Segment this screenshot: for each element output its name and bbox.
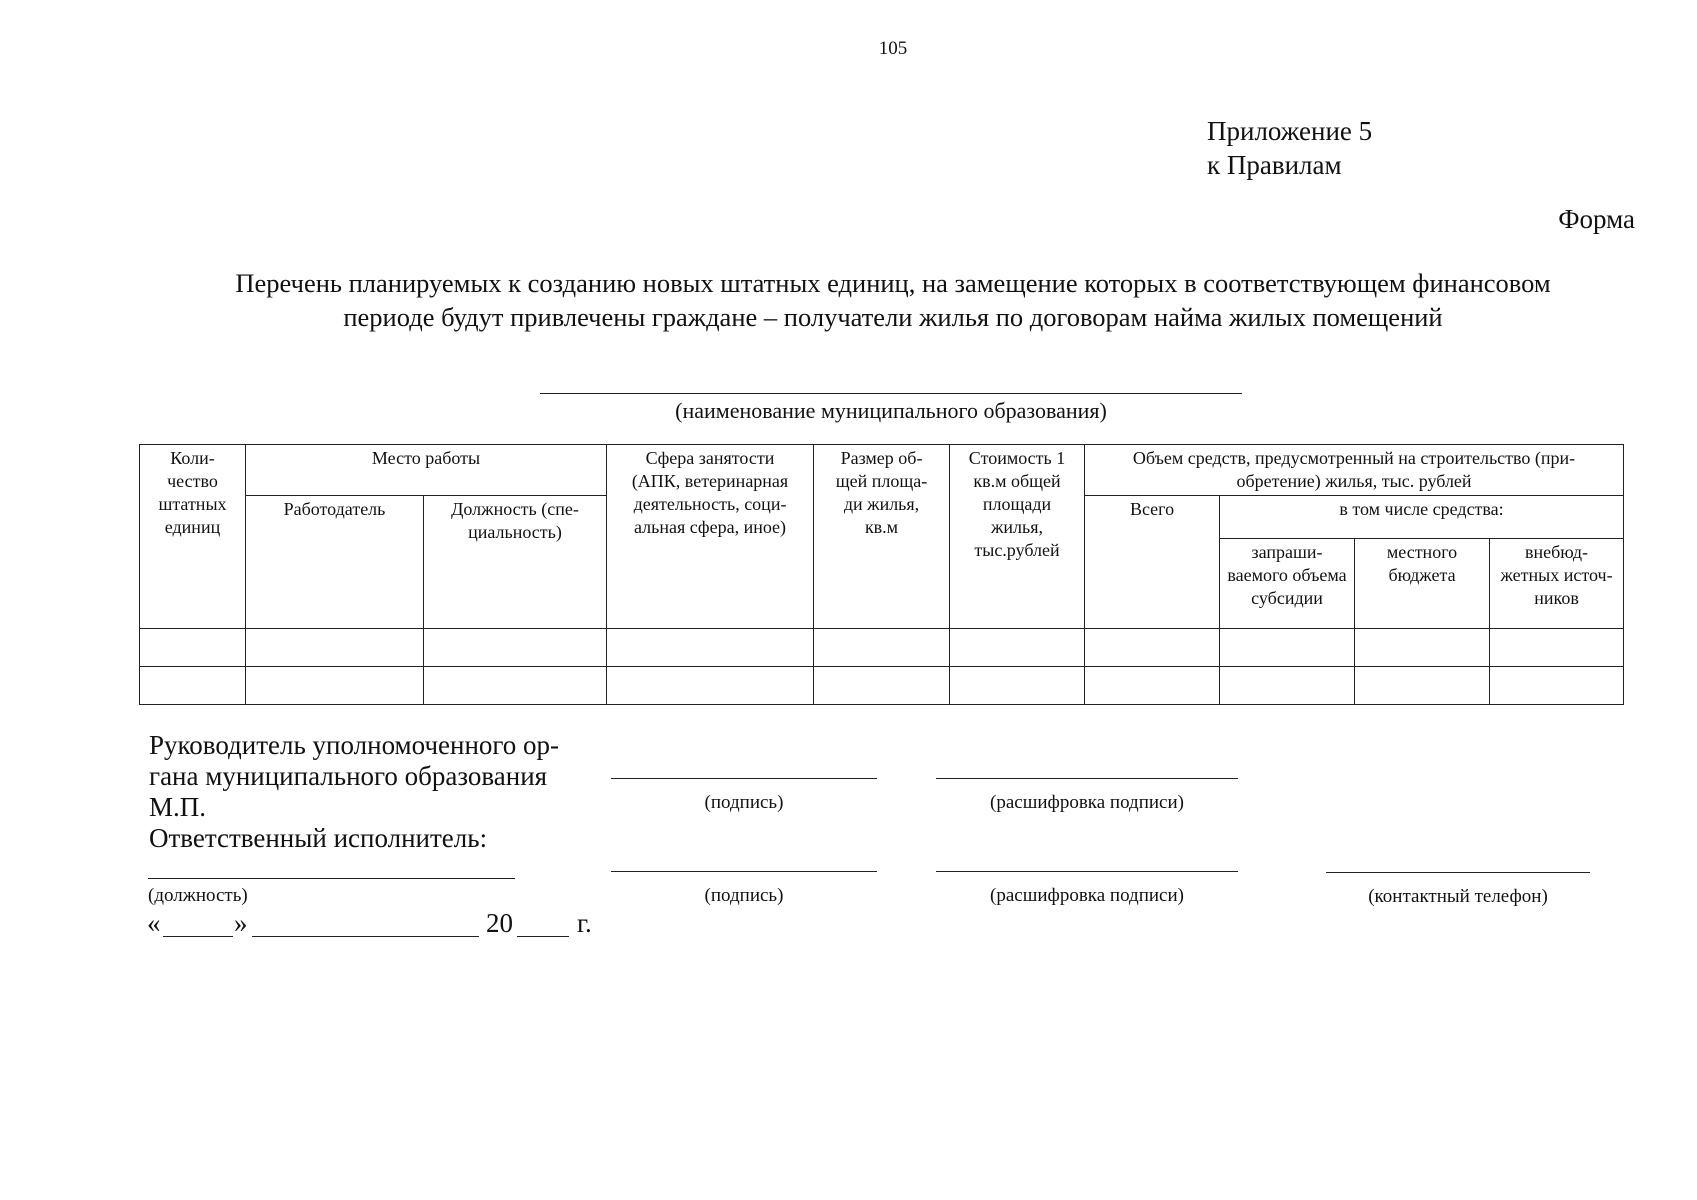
table-cell[interactable]: [246, 667, 424, 705]
table-cell[interactable]: [1085, 667, 1220, 705]
date-year-line[interactable]: [517, 936, 569, 937]
head-decoding-caption: (расшифровка подписи): [990, 792, 1184, 813]
header-workplace: Место работы: [246, 445, 607, 496]
table-cell[interactable]: [1085, 629, 1220, 667]
table-cell[interactable]: [1490, 667, 1624, 705]
document-title: [150, 266, 1636, 334]
head-line-2: гана муниципального образования: [149, 761, 548, 791]
title-line-2: периоде будут привлечены граждане – получатели жилья по договорам найма жилых помещений: [343, 302, 1443, 332]
phone-caption: (контактный телефон): [1368, 886, 1548, 907]
appendix-reference: [1207, 114, 1372, 182]
form-label: Форма: [1558, 204, 1635, 234]
date-close-quote: »: [234, 908, 248, 938]
appendix-line-2: к Правилам: [1207, 150, 1342, 180]
table-cell[interactable]: [140, 629, 246, 667]
table-cell[interactable]: [814, 667, 950, 705]
executor-decoding-line[interactable]: [936, 871, 1238, 872]
table-cell[interactable]: [424, 667, 607, 705]
table-cell[interactable]: [246, 629, 424, 667]
table-row: [140, 667, 1624, 705]
stamp-label: М.П.: [149, 792, 207, 822]
responsible-executor-label: Ответственный исполнитель:: [149, 823, 488, 853]
header-local-budget: местного бюджета: [1355, 539, 1490, 629]
phone-line[interactable]: [1326, 872, 1590, 873]
page-number: 105: [878, 38, 908, 59]
head-of-authority-label: [149, 730, 559, 854]
table-cell[interactable]: [1220, 667, 1355, 705]
table-row: [140, 629, 1624, 667]
head-signature-line[interactable]: [611, 778, 877, 779]
date-year-prefix: 20: [486, 908, 513, 938]
date-month-line[interactable]: [252, 936, 479, 937]
table-cell[interactable]: [424, 629, 607, 667]
table-cell[interactable]: [140, 667, 246, 705]
executor-signature-line[interactable]: [611, 871, 877, 872]
header-position: Должность (спе- циальность): [424, 496, 607, 629]
header-employer: Работодатель: [246, 496, 424, 629]
table-cell[interactable]: [950, 629, 1085, 667]
header-including: в том числе средства:: [1220, 496, 1624, 539]
header-extra-budgetary: внебюд- жетных источ- ников: [1490, 539, 1624, 629]
head-signature-caption: (подпись): [704, 792, 784, 813]
date-year-suffix: г.: [577, 908, 592, 938]
title-line-1: Перечень планируемых к созданию новых штатных единиц, на замещение которых в соответствующем финансовом: [235, 268, 1551, 298]
municipality-caption: (наименование муниципального образования): [675, 398, 1107, 423]
table-cell[interactable]: [1355, 667, 1490, 705]
header-employment-sphere: Сфера занятости (АПК, ветеринарная деятельность, соци- альная сфера, иное): [607, 445, 814, 629]
executor-signature-caption: (подпись): [704, 885, 784, 906]
position-line[interactable]: [148, 878, 515, 879]
header-funds-volume: Объем средств, предусмотренный на строительство (при- обретение) жилья, тыс. рублей: [1085, 445, 1624, 496]
header-total: Всего: [1085, 496, 1220, 629]
head-line-1: Руководитель уполномоченного ор-: [149, 730, 560, 760]
head-decoding-line[interactable]: [936, 778, 1238, 779]
header-subsidy: запраши- ваемого объема субсидии: [1220, 539, 1355, 629]
appendix-line-1: Приложение 5: [1207, 116, 1373, 146]
executor-decoding-caption: (расшифровка подписи): [990, 885, 1184, 906]
header-housing-area: Размер об- щей площа- ди жилья, кв.м: [814, 445, 950, 629]
table-cell[interactable]: [950, 667, 1085, 705]
table-cell[interactable]: [607, 667, 814, 705]
table-cell[interactable]: [607, 629, 814, 667]
date-day-line[interactable]: [163, 936, 233, 937]
table-cell[interactable]: [1355, 629, 1490, 667]
staff-units-table: [139, 444, 1624, 705]
header-count: Коли- чество штатных единиц: [140, 445, 246, 629]
position-caption: (должность): [148, 885, 248, 906]
municipality-blank-line[interactable]: [540, 393, 1242, 394]
table-cell[interactable]: [814, 629, 950, 667]
table-cell[interactable]: [1220, 629, 1355, 667]
header-cost-per-sqm: Стоимость 1 кв.м общей площади жилья, тыс.рублей: [950, 445, 1085, 629]
date-open-quote: «: [147, 908, 161, 938]
table-cell[interactable]: [1490, 629, 1624, 667]
